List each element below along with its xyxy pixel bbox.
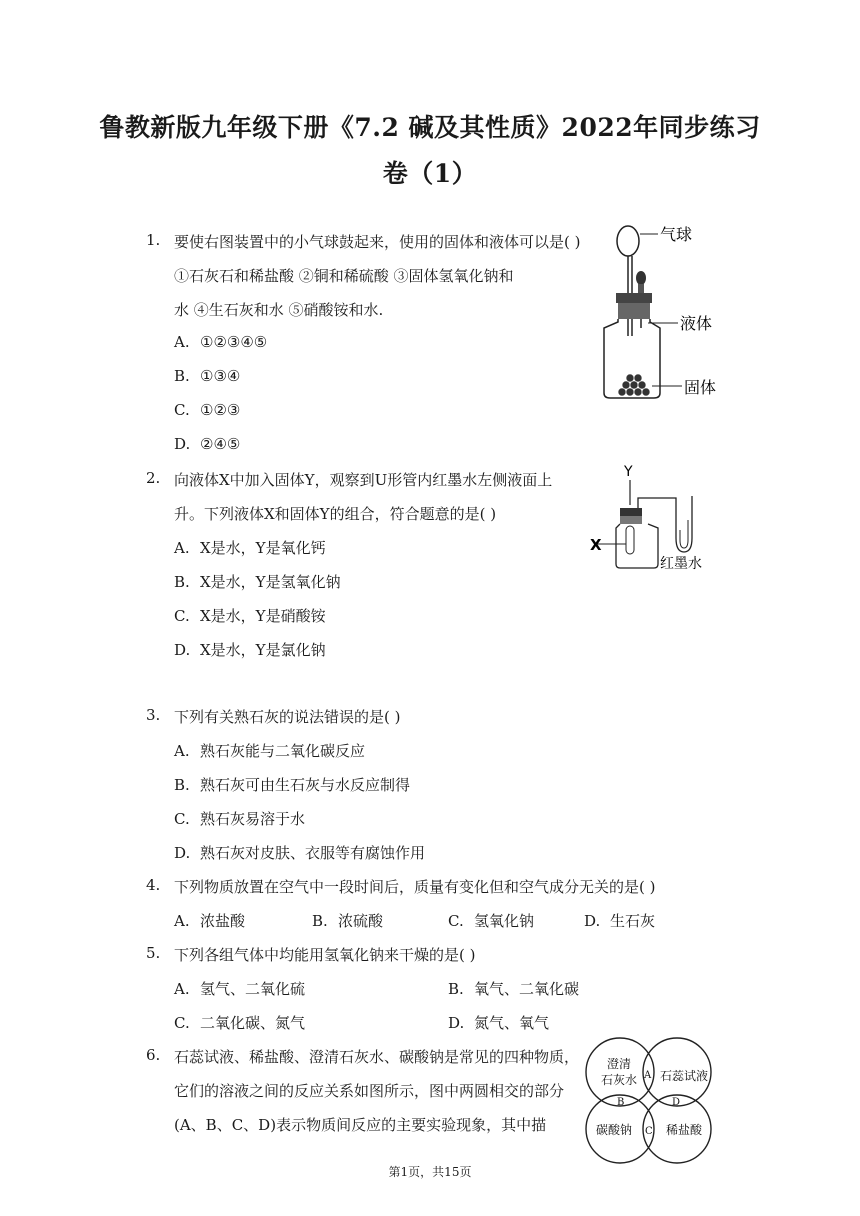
option-b[interactable]: B. ①③④ [174,367,241,385]
balloon-apparatus-figure [590,218,730,403]
question-text-line: 升。下列液体X和固体Y的组合，符合题意的是( ) [174,505,497,523]
question-text-line: 下列物质放置在空气中一段时间后，质量有变化但和空气成分无关的是( ) [174,878,656,896]
question-number: 2. [146,469,161,487]
option-a[interactable]: A. 氢气、二氧化硫 [174,980,306,998]
option-c[interactable]: C. 氢氧化钠 [448,912,535,930]
page-title-line2: 卷（1） [382,159,478,188]
option-a[interactable]: A. 浓盐酸 [174,912,246,930]
label-liquid: 液体 [680,314,713,333]
option-d[interactable]: D. ②④⑤ [174,435,241,453]
question-number: 6. [146,1046,161,1064]
option-a[interactable]: A. X是水，Y是氧化钙 [174,539,326,557]
option-a[interactable]: A. ①②③④⑤ [174,333,268,351]
option-d[interactable]: D. X是水，Y是氯化钠 [174,641,326,659]
page-footer: 第1页，共15页 [388,1165,472,1179]
question-text-line: (A、B、C、D)表示物质间反应的主要实验现象，其中描 [174,1116,547,1134]
question-text-line: 它们的溶液之间的反应关系如图所示，图中两圆相交的部分 [174,1082,565,1100]
label-a: A [644,1070,652,1081]
option-b[interactable]: B. X是水，Y是氢氧化钠 [174,573,341,591]
option-b[interactable]: B. 浓硫酸 [312,912,384,930]
option-c[interactable]: C. X是水，Y是硝酸铵 [174,607,326,625]
label-limewater: 石灰水 [601,1073,638,1087]
label-balloon: 气球 [660,225,693,244]
option-d[interactable]: D. 生石灰 [584,912,656,930]
question-number: 1. [146,231,161,249]
question-text-line: 水 ④生石灰和水 ⑤硝酸铵和水. [174,301,384,319]
option-a[interactable]: A. 熟石灰能与二氧化碳反应 [174,742,366,760]
label-red-ink: 红墨水 [660,556,702,572]
question-text-line: 石蕊试液、稀盐酸、澄清石灰水、碳酸钠是常见的四种物质， [174,1048,580,1066]
label-solid: 固体 [684,378,717,397]
question-number: 3. [146,706,161,724]
label-y: Y [624,464,633,480]
label-x: X [590,536,602,554]
u-tube-apparatus-figure [588,460,718,575]
label-c: C [645,1126,653,1137]
label-d: D [672,1097,681,1108]
question-number: 5. [146,944,161,962]
reaction-circles-figure [580,1032,720,1172]
question-text-line: 向液体X中加入固体Y，观察到U形管内红墨水左侧液面上 [174,471,553,489]
label-b: B [617,1097,625,1108]
page-title-line1: 鲁教新版九年级下册《7.2 碱及其性质》2022年同步练习 [99,113,761,142]
question-text-line: 下列各组气体中均能用氢氧化钠来干燥的是( ) [174,946,476,964]
label-sodium-carbonate: 碳酸钠 [596,1123,633,1137]
option-c[interactable]: C. 二氧化碳、氮气 [174,1014,306,1032]
label-litmus: 石蕊试液 [660,1069,709,1083]
option-d[interactable]: D. 熟石灰对皮肤、衣服等有腐蚀作用 [174,844,426,862]
question-text-line: ①石灰石和稀盐酸 ②铜和稀硫酸 ③固体氢氧化钠和 [174,267,514,285]
question-number: 4. [146,876,161,894]
option-b[interactable]: B. 熟石灰可由生石灰与水反应制得 [174,776,411,794]
question-text-line: 下列有关熟石灰的说法错误的是( ) [174,708,401,726]
option-d[interactable]: D. 氮气、氧气 [448,1014,550,1032]
option-c[interactable]: C. ①②③ [174,401,241,419]
option-c[interactable]: C. 熟石灰易溶于水 [174,810,306,828]
label-hydrochloric-acid: 稀盐酸 [666,1123,703,1137]
label-clear: 澄清 [607,1057,632,1071]
question-text-line: 要使右图装置中的小气球鼓起来，使用的固体和液体可以是( ) [174,233,581,251]
option-b[interactable]: B. 氧气、二氧化碳 [448,980,580,998]
